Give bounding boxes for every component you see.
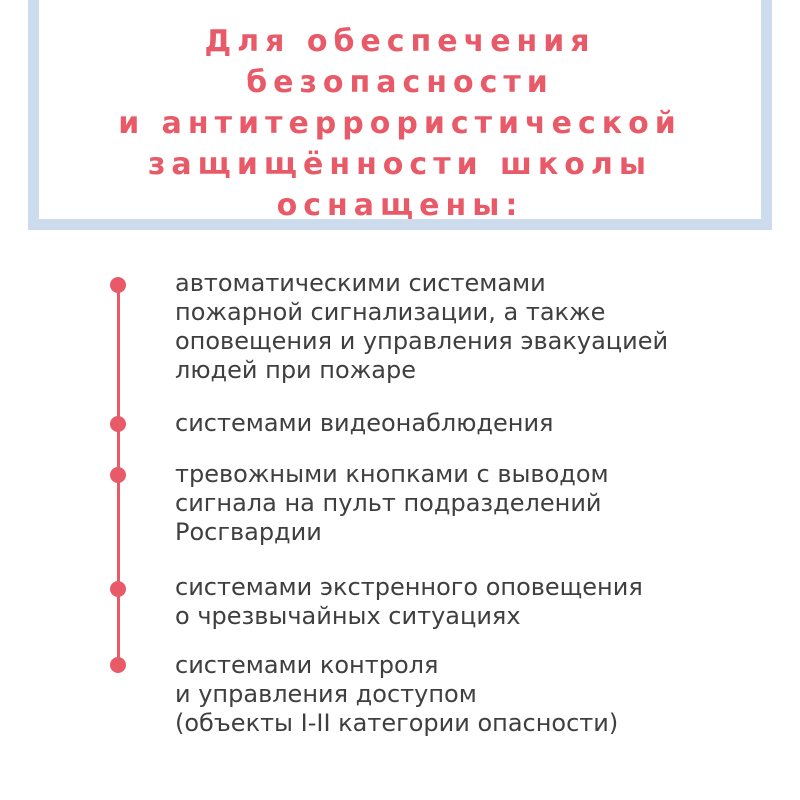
timeline-dot: [110, 416, 126, 432]
timeline-dot: [110, 657, 126, 673]
list-item-line: системами экстренного оповещения: [175, 573, 643, 601]
list-item-line: сигнала на пульт подразделений: [175, 489, 602, 517]
timeline-dot: [110, 467, 126, 483]
list-item-line: системами контроля: [175, 651, 439, 679]
list-item-line: людей при пожаре: [175, 356, 416, 384]
list-item-line: автоматическими системами: [175, 269, 546, 297]
list-item: [175, 573, 785, 631]
list-item-line: тревожными кнопками с выводом: [175, 460, 609, 488]
header-title: [0, 21, 800, 226]
header-title-line: защищённости школы: [147, 147, 652, 182]
list-item: [175, 269, 785, 385]
list-item-line: пожарной сигнализации, а также: [175, 298, 606, 326]
list-item-line: и управления доступом: [175, 680, 477, 708]
list-item-line: о чрезвычайных ситуациях: [175, 602, 521, 630]
timeline-dot: [110, 277, 126, 293]
list-item-line: (объекты I-II категории опасности): [175, 709, 619, 737]
list-item-line: Росгвардии: [175, 518, 322, 546]
list-item: [175, 460, 785, 547]
header-title-line: Для обеспечения: [204, 24, 596, 59]
timeline-dot: [110, 581, 126, 597]
header-title-line: и антитеррористической: [118, 106, 682, 141]
list-item: [175, 409, 785, 438]
list-item-line: системами видеонаблюдения: [175, 409, 554, 437]
list-item-line: оповещения и управления эвакуацией: [175, 327, 669, 355]
header-title-line: оснащены:: [276, 188, 524, 223]
list-item: [175, 651, 785, 738]
header-title-line: безопасности: [246, 65, 554, 100]
